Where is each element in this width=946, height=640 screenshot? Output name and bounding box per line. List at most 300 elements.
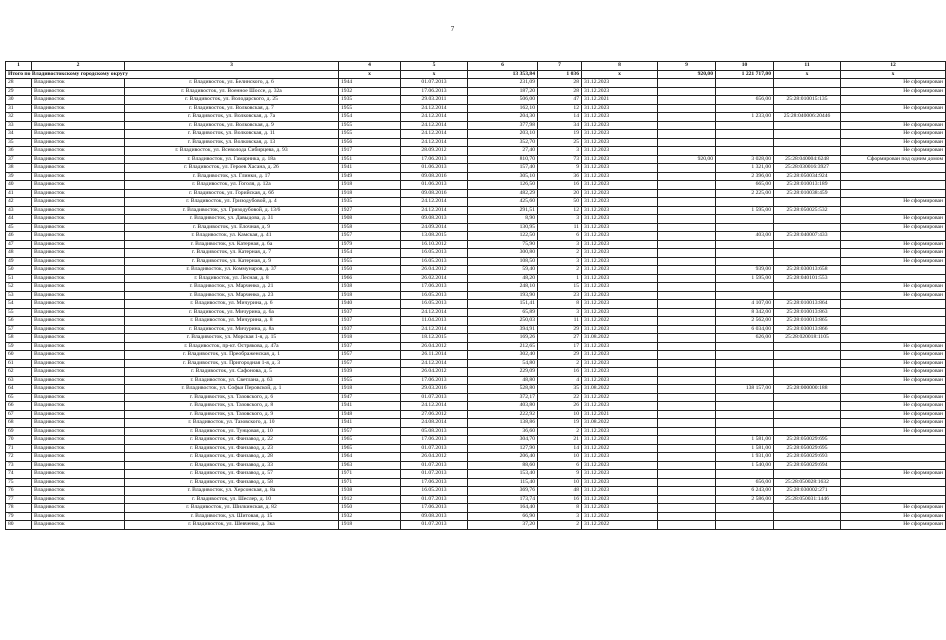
table-row (6, 198, 946, 207)
land-status-cell: Не сформирован (841, 240, 946, 249)
date-cell: 24.12.2014 (401, 325, 468, 334)
settlement-cell: Владивосток (32, 147, 125, 156)
address-cell: г. Владивосток, ул. Горийская, д. 6б (125, 189, 339, 198)
row-number: 30 (6, 96, 32, 105)
land-area-cell (716, 79, 774, 88)
table-row (6, 232, 946, 241)
land-status-cell (841, 113, 946, 122)
address-cell: г. Владивосток, ул. Фанзавод, д. 28 (125, 453, 339, 462)
value9-cell (658, 410, 716, 419)
total-cell: x (401, 70, 468, 79)
cadastral-number-cell (774, 87, 841, 96)
year-cell: 1947 (339, 393, 401, 402)
row-number: 38 (6, 164, 32, 173)
deadline-cell: 31.08.2022 (582, 419, 658, 428)
year-cell: 1918 (339, 334, 401, 343)
cadastral-number-cell (774, 198, 841, 207)
table-row (6, 317, 946, 326)
table-row (6, 130, 946, 139)
row-number: 77 (6, 495, 32, 504)
land-area-cell: 656,00 (716, 478, 774, 487)
land-status-cell: Не сформирован (841, 257, 946, 266)
address-cell: г. Владивосток, ул. Волковская, д. 7 (125, 104, 339, 113)
table-row (6, 147, 946, 156)
area-cell: 164,40 (468, 504, 538, 513)
date-cell: 28.09.2012 (401, 147, 468, 156)
settlement-cell: Владивосток (32, 317, 125, 326)
residents-cell: 8 (538, 300, 582, 309)
year-cell: 1937 (339, 342, 401, 351)
settlement-cell: Владивосток (32, 266, 125, 275)
column-number: 1 (6, 62, 32, 71)
land-area-cell (716, 512, 774, 521)
row-number: 80 (6, 521, 32, 530)
table-row (6, 351, 946, 360)
deadline-cell: 31.12.2022 (582, 512, 658, 521)
land-area-cell (716, 104, 774, 113)
land-area-cell: 6 243,00 (716, 487, 774, 496)
date-cell: 17.06.2013 (401, 504, 468, 513)
row-number: 75 (6, 478, 32, 487)
area-cell: 127,90 (468, 444, 538, 453)
settlement-cell: Владивосток (32, 453, 125, 462)
address-cell: г. Владивосток, ул. Военное Шоссе, д. 32а (125, 87, 339, 96)
cadastral-number-cell (774, 410, 841, 419)
settlement-cell: Владивосток (32, 342, 125, 351)
land-area-cell (716, 359, 774, 368)
deadline-cell: 31.12.2023 (582, 308, 658, 317)
land-area-cell (716, 87, 774, 96)
year-cell: 1963 (339, 461, 401, 470)
row-number: 73 (6, 461, 32, 470)
cadastral-number-cell: 25:28:020018:1105 (774, 334, 841, 343)
value9-cell (658, 130, 716, 139)
residents-cell: 3 (538, 147, 582, 156)
area-cell: 36,60 (468, 427, 538, 436)
land-area-cell: 1 581,00 (716, 436, 774, 445)
table-row (6, 223, 946, 232)
row-number: 59 (6, 342, 32, 351)
land-status-cell: Не сформирован (841, 342, 946, 351)
land-area-cell: 1 931,00 (716, 453, 774, 462)
deadline-cell: 31.12.2023 (582, 79, 658, 88)
deadline-cell: 31.12.2023 (582, 138, 658, 147)
table-row (6, 300, 946, 309)
year-cell: 1957 (339, 232, 401, 241)
table-row (6, 359, 946, 368)
land-area-cell: 2 396,00 (716, 172, 774, 181)
row-number: 64 (6, 385, 32, 394)
land-status-cell: Не сформирован (841, 504, 946, 513)
table-row (6, 249, 946, 258)
date-cell: 24.12.2014 (401, 130, 468, 139)
land-status-cell (841, 206, 946, 215)
land-area-cell (716, 283, 774, 292)
land-status-cell: Не сформирован (841, 138, 946, 147)
deadline-cell: 31.12.2023 (582, 189, 658, 198)
table-row (6, 181, 946, 190)
year-cell: 1918 (339, 521, 401, 530)
residents-cell: 20 (538, 189, 582, 198)
table-row (6, 393, 946, 402)
value9-cell (658, 359, 716, 368)
year-cell: 1939 (339, 368, 401, 377)
settlement-cell: Владивосток (32, 138, 125, 147)
date-cell: 16.05.2013 (401, 300, 468, 309)
settlement-cell: Владивосток (32, 215, 125, 224)
value9-cell (658, 427, 716, 436)
area-cell: 173,74 (468, 495, 538, 504)
deadline-cell: 31.12.2023 (582, 130, 658, 139)
date-cell: 24.09.2014 (401, 223, 468, 232)
residents-cell: 2 (538, 427, 582, 436)
table-row (6, 470, 946, 479)
value9-cell (658, 419, 716, 428)
date-cell: 17.06.2013 (401, 376, 468, 385)
date-cell: 16.05.2013 (401, 487, 468, 496)
address-cell: г. Владивосток, ул. Гризодубовой, д. 13/6 (125, 206, 339, 215)
residents-cell: 29 (538, 325, 582, 334)
land-status-cell (841, 274, 946, 283)
cadastral-number-cell (774, 342, 841, 351)
value9-cell (658, 104, 716, 113)
residents-cell: 3 (538, 257, 582, 266)
table-row (6, 215, 946, 224)
date-cell: 01.07.2013 (401, 393, 468, 402)
land-area-cell (716, 291, 774, 300)
deadline-cell: 31.12.2023 (582, 181, 658, 190)
land-status-cell: Не сформирован (841, 351, 946, 360)
land-status-cell (841, 478, 946, 487)
cadastral-number-cell (774, 79, 841, 88)
settlement-cell: Владивосток (32, 470, 125, 479)
cadastral-number-cell (774, 368, 841, 377)
settlement-cell: Владивосток (32, 113, 125, 122)
row-number: 56 (6, 317, 32, 326)
year-cell: 1957 (339, 427, 401, 436)
cadastral-number-cell (774, 419, 841, 428)
address-cell: г. Владивосток, ул. Волковская, д. 11 (125, 130, 339, 139)
land-status-cell (841, 172, 946, 181)
settlement-cell: Владивосток (32, 249, 125, 258)
deadline-cell: 31.12.2023 (582, 359, 658, 368)
address-cell: г. Владивосток, ул. Гамарника, д. 18а (125, 155, 339, 164)
deadline-cell: 31.12.2023 (582, 223, 658, 232)
column-number-row (6, 62, 946, 71)
value9-cell (658, 266, 716, 275)
residents-cell: 15 (538, 283, 582, 292)
area-cell: 151,41 (468, 300, 538, 309)
date-cell: 13.08.2015 (401, 232, 468, 241)
value9-cell (658, 138, 716, 147)
year-cell: 1955 (339, 376, 401, 385)
value9-cell (658, 300, 716, 309)
date-cell: 01.07.2013 (401, 495, 468, 504)
settlement-cell: Владивосток (32, 104, 125, 113)
year-cell: 1954 (339, 113, 401, 122)
settlement-cell: Владивосток (32, 521, 125, 530)
residents-cell: 2 (538, 249, 582, 258)
land-area-cell: 1 595,00 (716, 206, 774, 215)
row-number: 48 (6, 249, 32, 258)
table-row (6, 283, 946, 292)
deadline-cell: 31.12.2023 (582, 478, 658, 487)
cadastral-number-cell: 25:28:010013:189 (774, 181, 841, 190)
year-cell: 1971 (339, 478, 401, 487)
value9-cell (658, 79, 716, 88)
total-count: 1 036 (538, 70, 582, 79)
date-cell: 17.06.2013 (401, 283, 468, 292)
year-cell: 1918 (339, 181, 401, 190)
settlement-cell: Владивосток (32, 274, 125, 283)
land-area-cell (716, 427, 774, 436)
row-number: 52 (6, 283, 32, 292)
residents-cell: 16 (538, 495, 582, 504)
row-number: 34 (6, 130, 32, 139)
residents-cell: 48 (538, 487, 582, 496)
address-cell: г. Владивосток, ул. Тазовского, д. 10 (125, 419, 339, 428)
deadline-cell: 31.12.2023 (582, 504, 658, 513)
value9-cell (658, 436, 716, 445)
land-area-cell (716, 215, 774, 224)
land-area-cell: 8 342,00 (716, 308, 774, 317)
land-area-cell (716, 376, 774, 385)
year-cell: 1932 (339, 512, 401, 521)
address-cell: г. Владивосток, ул. Преображенская, д. 1 (125, 351, 339, 360)
year-cell: 1957 (339, 351, 401, 360)
land-status-cell: Не сформирован (841, 376, 946, 385)
area-cell: 212,65 (468, 342, 538, 351)
residents-cell: 2 (538, 521, 582, 530)
year-cell: 1918 (339, 189, 401, 198)
row-number: 79 (6, 512, 32, 521)
area-cell: 138,86 (468, 419, 538, 428)
land-area-cell (716, 521, 774, 530)
land-status-cell: Не сформирован (841, 359, 946, 368)
table-row (6, 79, 946, 88)
deadline-cell: 31.12.2021 (582, 96, 658, 105)
address-cell: г. Владивосток, ул. Всеволода Сибирцева, д. 93 (125, 147, 339, 156)
date-cell: 24.12.2014 (401, 121, 468, 130)
year-cell: 1948 (339, 410, 401, 419)
cadastral-number-cell (774, 291, 841, 300)
year-cell: 1941 (339, 164, 401, 173)
year-cell: 1935 (339, 96, 401, 105)
settlement-cell: Владивосток (32, 189, 125, 198)
area-cell: 65,89 (468, 308, 538, 317)
address-cell: г. Владивосток, ул. Гоголя, д. 12а (125, 181, 339, 190)
cadastral-number-cell (774, 104, 841, 113)
address-cell: г. Владивосток, ул. Шевченко, д. 3ка (125, 521, 339, 530)
value9-cell (658, 308, 716, 317)
row-number: 63 (6, 376, 32, 385)
land-area-cell (716, 198, 774, 207)
land-area-cell: 2 225,00 (716, 189, 774, 198)
land-status-cell (841, 325, 946, 334)
residents-cell: 2 (538, 359, 582, 368)
address-cell: г. Владивосток, ул. Глинки, д. 17 (125, 172, 339, 181)
row-number: 45 (6, 223, 32, 232)
row-number: 60 (6, 351, 32, 360)
year-cell: 1938 (339, 283, 401, 292)
land-area-cell: 626,00 (716, 334, 774, 343)
row-number: 69 (6, 427, 32, 436)
cadastral-number-cell: 25:28:040007:433 (774, 232, 841, 241)
total-cell: x (339, 70, 401, 79)
area-cell: 302,40 (468, 351, 538, 360)
year-cell: 1944 (339, 79, 401, 88)
value9-cell (658, 240, 716, 249)
settlement-cell: Владивосток (32, 300, 125, 309)
area-cell: 27,40 (468, 147, 538, 156)
year-cell: 1951 (339, 155, 401, 164)
residents-cell: 16 (538, 181, 582, 190)
table-row (6, 274, 946, 283)
row-number: 46 (6, 232, 32, 241)
date-cell: 26.04.2012 (401, 342, 468, 351)
land-status-cell (841, 181, 946, 190)
year-cell: 1941 (339, 419, 401, 428)
deadline-cell: 31.12.2022 (582, 393, 658, 402)
land-status-cell (841, 317, 946, 326)
date-cell: 24.12.2014 (401, 104, 468, 113)
table-row (6, 325, 946, 334)
year-cell: 1949 (339, 172, 401, 181)
land-status-cell: Не сформирован (841, 521, 946, 530)
table-row (6, 240, 946, 249)
table-row (6, 138, 946, 147)
settlement-cell: Владивосток (32, 478, 125, 487)
settlement-cell: Владивосток (32, 461, 125, 470)
address-cell: г. Владивосток, ул. Волковская, д. 7а (125, 113, 339, 122)
area-cell: 75,90 (468, 240, 538, 249)
residents-cell: 6 (538, 461, 582, 470)
land-status-cell: Не сформирован (841, 79, 946, 88)
address-cell: г. Владивосток, ул. Шитовая, д. 15 (125, 512, 339, 521)
land-area-cell: 1 540,00 (716, 461, 774, 470)
date-cell: 26.11.2014 (401, 351, 468, 360)
value9-cell (658, 325, 716, 334)
cadastral-number-cell: 25:28:010013:863 (774, 308, 841, 317)
deadline-cell: 31.12.2023 (582, 495, 658, 504)
land-status-cell: Не сформирован (841, 410, 946, 419)
year-cell: 1918 (339, 385, 401, 394)
cadastral-number-cell (774, 283, 841, 292)
row-number: 44 (6, 215, 32, 224)
row-number: 70 (6, 436, 32, 445)
settlement-cell: Владивосток (32, 436, 125, 445)
land-status-cell: Не сформирован (841, 249, 946, 258)
residents-cell: 16 (538, 368, 582, 377)
date-cell: 24.12.2014 (401, 138, 468, 147)
year-cell: 1932 (339, 87, 401, 96)
cadastral-number-cell (774, 121, 841, 130)
table-row (6, 444, 946, 453)
address-cell: г. Владивосток, ул. Ёлочная, д. 9 (125, 223, 339, 232)
deadline-cell: 31.12.2023 (582, 87, 658, 96)
value9-cell (658, 368, 716, 377)
land-status-cell (841, 308, 946, 317)
deadline-cell: 31.12.2023 (582, 427, 658, 436)
address-cell: г. Владивосток, ул. Марченко, д. 21 (125, 283, 339, 292)
deadline-cell: 31.12.2023 (582, 257, 658, 266)
value9-cell (658, 478, 716, 487)
address-cell: г. Владивосток, ул. Белинского, д. 6 (125, 79, 339, 88)
residents-cell: 10 (538, 453, 582, 462)
address-cell: г. Владивосток, ул. Фанзавод, д. 58 (125, 478, 339, 487)
row-number: 49 (6, 257, 32, 266)
land-status-cell (841, 436, 946, 445)
year-cell: 1950 (339, 266, 401, 275)
deadline-cell: 31.12.2023 (582, 104, 658, 113)
residents-cell: 9 (538, 470, 582, 479)
area-cell: 54,80 (468, 359, 538, 368)
residents-cell: 2 (538, 266, 582, 275)
deadline-cell: 31.12.2022 (582, 521, 658, 530)
value9-cell (658, 181, 716, 190)
table-row (6, 495, 946, 504)
total-cell: x (774, 70, 841, 79)
year-cell: 1958 (339, 223, 401, 232)
address-cell: г. Владивосток, пр-кт. Острякова, д. 47а (125, 342, 339, 351)
row-number: 58 (6, 334, 32, 343)
date-cell: 29.03.2016 (401, 385, 468, 394)
residents-cell: 4 (538, 376, 582, 385)
address-cell: г. Владивосток, ул. Морская 1-я, д. 15 (125, 334, 339, 343)
value9-cell (658, 504, 716, 513)
settlement-cell: Владивосток (32, 376, 125, 385)
table-row (6, 189, 946, 198)
residents-cell: 35 (538, 385, 582, 394)
area-cell: 369,76 (468, 487, 538, 496)
deadline-cell: 31.12.2022 (582, 444, 658, 453)
value9-cell (658, 521, 716, 530)
deadline-cell: 31.08.2022 (582, 385, 658, 394)
land-area-cell: 656,00 (716, 96, 774, 105)
land-status-cell: Не сформирован (841, 130, 946, 139)
table-row (6, 206, 946, 215)
column-number: 8 (582, 62, 658, 71)
value9-cell (658, 164, 716, 173)
value9-cell (658, 121, 716, 130)
row-number: 54 (6, 300, 32, 309)
area-cell: 37,20 (468, 521, 538, 530)
land-status-cell: Не сформирован (841, 283, 946, 292)
deadline-cell: 31.12.2023 (582, 121, 658, 130)
row-number: 42 (6, 198, 32, 207)
land-area-cell (716, 257, 774, 266)
year-cell: 1937 (339, 317, 401, 326)
cadastral-number-cell: 25:28:050029:695 (774, 444, 841, 453)
address-cell: г. Владивосток, ул. Фанзавод, д. 23 (125, 444, 339, 453)
year-cell: 1937 (339, 308, 401, 317)
row-number: 62 (6, 368, 32, 377)
date-cell: 01.07.2013 (401, 444, 468, 453)
area-cell: 203,10 (468, 130, 538, 139)
date-cell: 16.05.2013 (401, 249, 468, 258)
area-cell: 48,20 (468, 274, 538, 283)
row-number: 61 (6, 359, 32, 368)
date-cell: 18.12.2015 (401, 334, 468, 343)
land-area-cell (716, 342, 774, 351)
deadline-cell: 31.12.2021 (582, 410, 658, 419)
year-cell: 1908 (339, 215, 401, 224)
cadastral-number-cell (774, 215, 841, 224)
area-cell: 59,40 (468, 266, 538, 275)
land-area-cell: 2 586,00 (716, 495, 774, 504)
land-status-cell: Не сформирован (841, 121, 946, 130)
residents-cell: 10 (538, 410, 582, 419)
